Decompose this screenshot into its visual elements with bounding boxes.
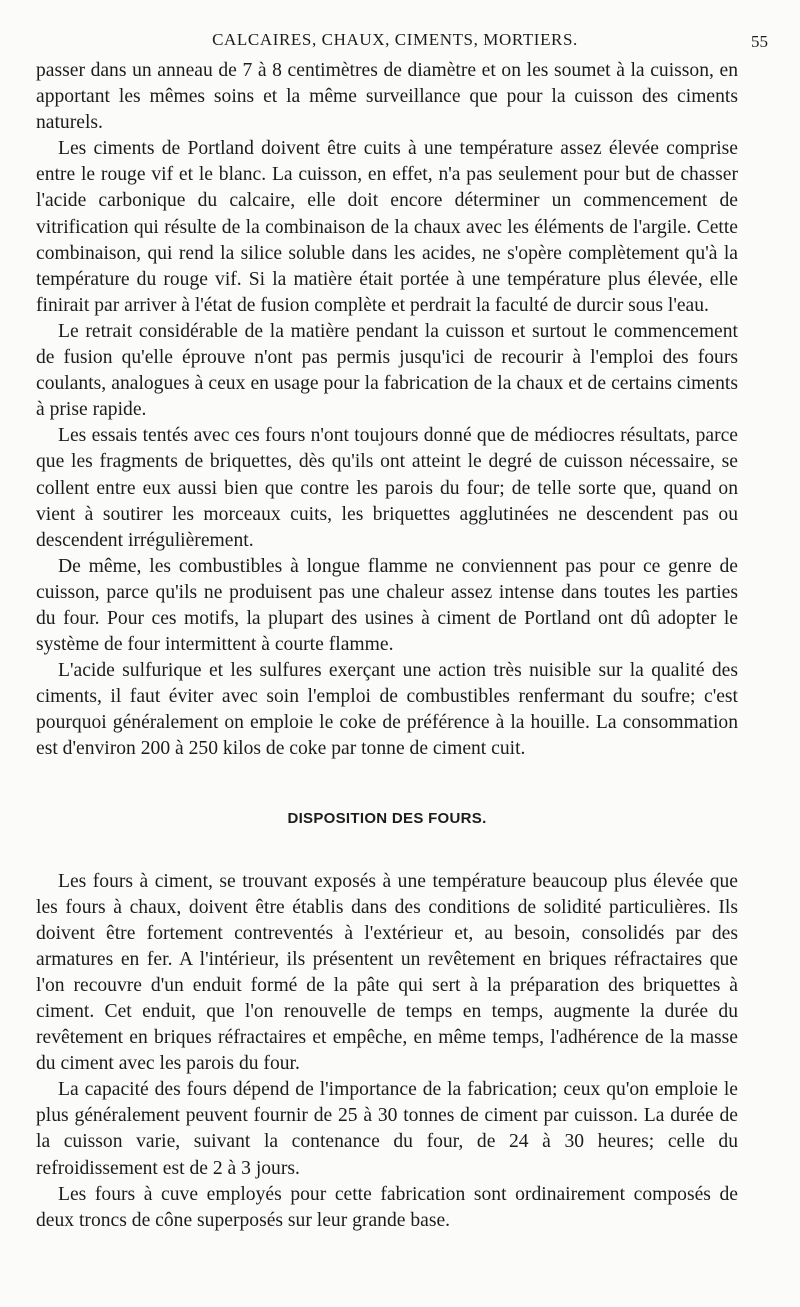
paragraph: passer dans un anneau de 7 à 8 centimètres de diamètre et on les soumet à la cuisson, en apportant les mêmes soins et la même surveillance que pour la cuisson des ciments naturels. (36, 60, 738, 134)
paragraph: Les essais tentés avec ces fours n'ont toujours donné que de médiocres résultats, parce que les fragments de briquettes, dès qu'ils ont atteint le degré de cuisson nécessaire, se collent entre eux aussi bien que contre les parois du four; de telle sorte que, quand on vient à soutirer les morceaux cuits, les briquettes agglutinées ne descendent pas ou descendent irrégulièrement. (36, 425, 738, 551)
body-text (36, 58, 738, 1234)
paragraph: Les ciments de Portland doivent être cuits à une température assez élevée comprise entre le rouge vif et le blanc. La cuisson, en effet, n'a pas seulement pour but de chasser l'acide carbonique du calcaire, elle doit encore déterminer un commencement de vitrification qui résulte de la combinaison de la chaux avec les éléments de l'argile. Cette combinaison, qui rend la silice soluble dans les acides, ne s'opère complètement qu'à la température du rouge vif. Si la matière était portée à une température plus élevée, elle finirait par arriver à l'état de fusion complète et perdrait la faculté de durcir sous l'eau. (36, 138, 738, 316)
running-title: CALCAIRES, CHAUX, CIMENTS, MORTIERS. (212, 30, 578, 49)
paragraph: De même, les combustibles à longue flamme ne conviennent pas pour ce genre de cuisson, parce qu'ils ne produisent pas une chaleur assez intense dans toutes les parties du four. Pour ces motifs, la plupart des usines à ciment de Portland ont dû adopter le système de four intermittent à courte flamme. (36, 555, 738, 656)
paragraph: Les fours à cuve employés pour cette fabrication sont ordinairement composés de deux troncs de cône superposés sur leur grande base. (36, 1183, 738, 1231)
page-number: 55 (751, 32, 768, 51)
paragraph: La capacité des fours dépend de l'importance de la fabrication; ceux qu'on emploie le plus généralement peuvent fournir de 25 à 30 tonnes de ciment par cuisson. La durée de la cuisson varie, suivant la contenance du four, de 24 à 30 heures; celle du refroidissement est de 2 à 3 jours. (36, 1079, 738, 1179)
paragraph: Les fours à ciment, se trouvant exposés à une température beaucoup plus élevée que les fours à chaux, doivent être établis dans des conditions de solidité particulières. Ils doivent être fortement contreventés à l'extérieur et, au besoin, consolidés par des armatures en fer. A l'intérieur, ils présentent un revêtement en briques réfractaires que l'on recouvre d'un enduit formé de la pâte qui sert à la préparation des briquettes à ciment. Cet enduit, que l'on renouvelle de temps en temps, augmente la durée du revêtement en briques réfractaires et empêche, en même temps, l'adhérence de la masse du ciment avec les parois du four. (36, 870, 738, 1075)
paragraph: Le retrait considérable de la matière pendant la cuisson et surtout le commencement de fusion qu'elle éprouve n'ont pas permis jusqu'ici de recourir à l'emploi des fours coulants, analogues à ceux en usage pour la fabrication de la chaux et de certains ciments à prise rapide. (36, 320, 738, 421)
section-heading: DISPOSITION DES FOURS. (287, 809, 487, 827)
paragraph: L'acide sulfurique et les sulfures exerçant une action très nuisible sur la qualité des ciments, il faut éviter avec soin l'emploi de combustibles renfermant du soufre; c'est pourquoi généralement on emploie le coke de préférence à la houille. La consommation est d'environ 200 à 250 kilos de coke par tonne de ciment cuit. (36, 660, 738, 760)
running-header (0, 30, 800, 54)
